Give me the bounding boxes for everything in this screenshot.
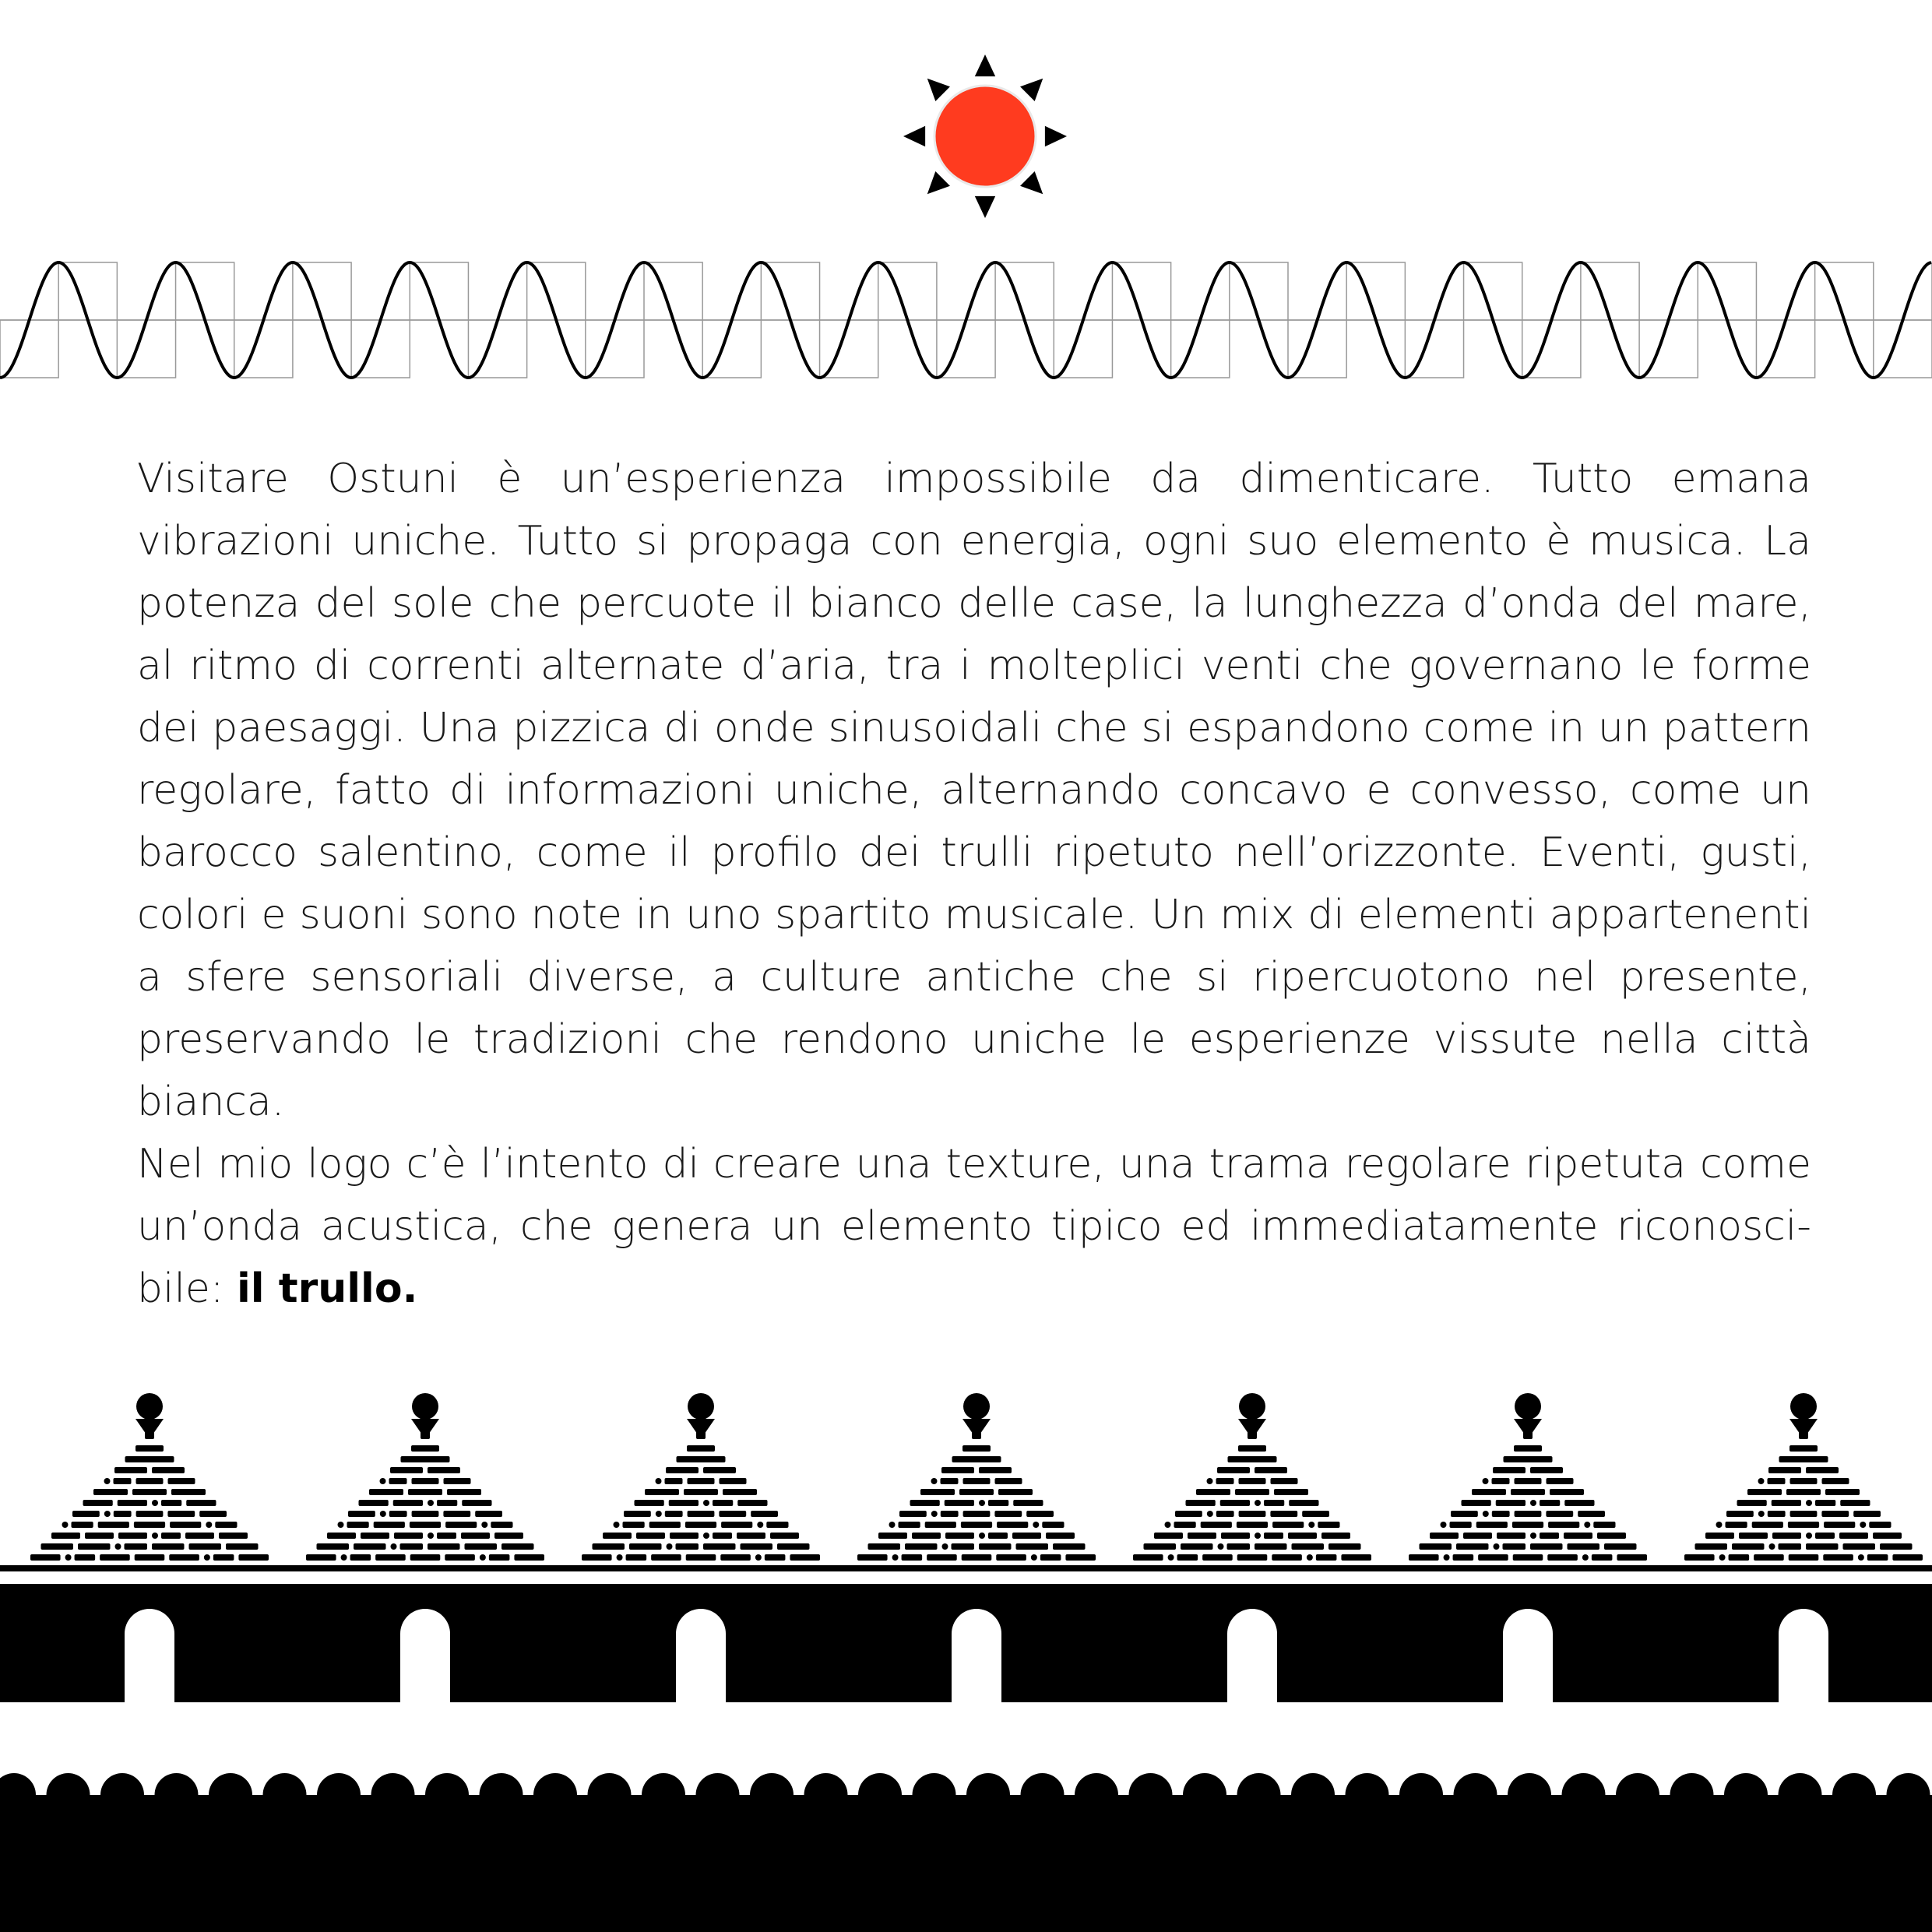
trullo-icon: [30, 1393, 269, 1561]
skyline-line: [0, 1565, 1932, 1571]
intro-paragraph: Visitare Ostuni è un’esperienza impossibile da dimenticare. Tutto emana vibrazioni uniche. Tutto si propaga con energia, ogni suo elemento è musica. La potenza del sole che percuote il bianco delle case, la lunghezza d’onda del mare, al ritmo di correnti alternate d’aria, tra i molteplici venti che governano le forme dei paesaggi. Una pizzica di onde sinusoidali che si espandono come in un pattern regolare, fatto di informazioni uniche, alternando concavo e convesso, come un barocco salentino, come il profilo dei trulli ripetuto nell’orizzonte. Eventi, gusti, colori e suoni sono note in uno spartito musicale. Un mix di elementi appartenenti a sfere sensoriali diverse, a culture antiche che si ripercuotono nel presente, preservando le tradizioni che rendono uniche le esperienze vissute nella città bianca.: [137, 456, 1811, 1125]
logo-paragraph-lead: Nel mio logo c’è l’intento di creare una texture, una trama regolare ripetuta come un’onda acustica, che genera un elemento tipico ed immediatamente riconosci-bile:: [137, 1141, 1811, 1312]
sea-waves: [0, 1773, 1932, 1932]
trullo-icon: [1684, 1393, 1923, 1561]
trullo-icon: [1409, 1393, 1647, 1561]
trullo-icon: [857, 1393, 1096, 1561]
town-wall: [0, 1584, 1932, 1702]
trullo-icon: [306, 1393, 544, 1561]
logo-paragraph-emphasis: il trullo.: [236, 1265, 418, 1312]
trulli-row: [30, 1393, 1923, 1561]
trullo-icon: [1133, 1393, 1371, 1561]
trullo-icon: [582, 1393, 820, 1561]
